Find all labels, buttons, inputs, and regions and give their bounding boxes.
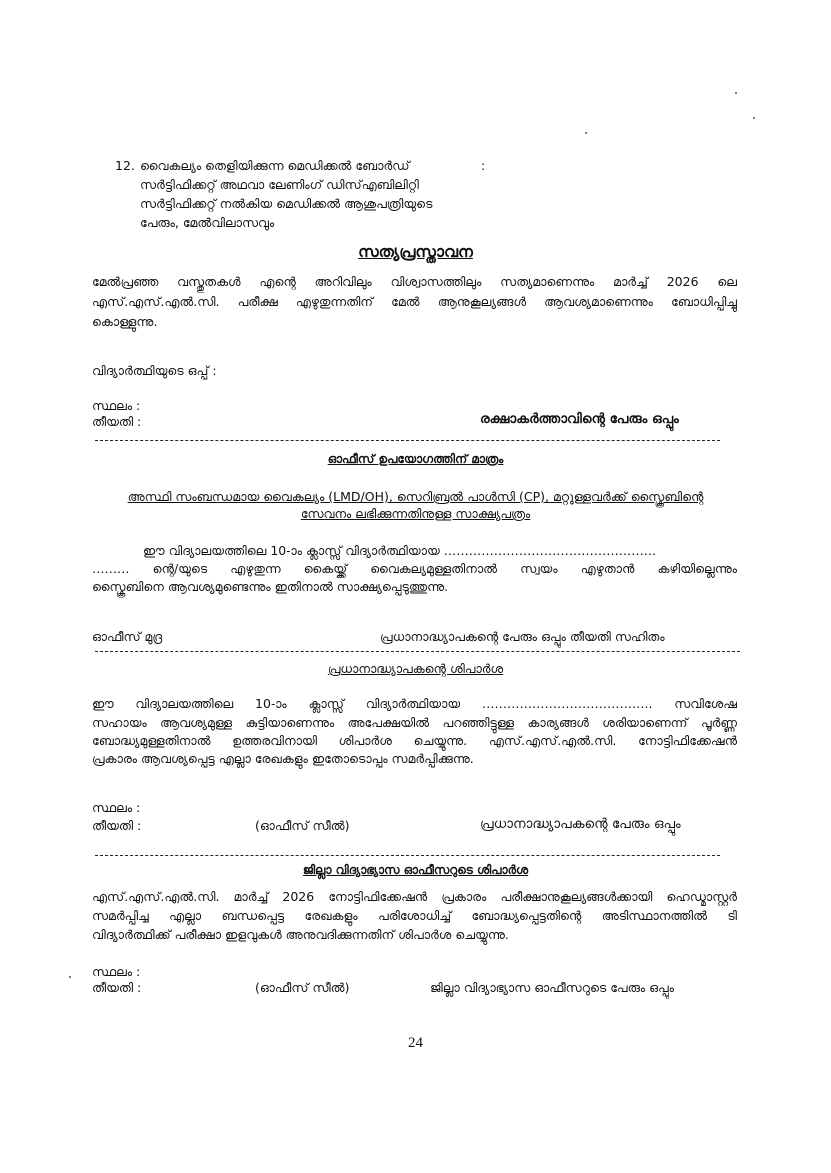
student-signature-label: വിദ്യാർത്ഥിയുടെ ഒപ്പ് :: [92, 363, 217, 378]
item-12-line-2: സർട്ടിഫിക്കറ്റ് അഥവാ ലേണിംഗ് ഡിസ്എബിലിറ്റി: [140, 177, 419, 192]
deo-signature-label: ജില്ലാ വിദ്യാഭ്യാസ ഓഫീസറുടെ പേരും ഒപ്പും: [430, 980, 674, 995]
office-seal-label: ഓഫീസ് മുദ്ര: [92, 629, 163, 644]
hm-signature-label: പ്രധാനാദ്ധ്യാപകന്റെ പേരും ഒപ്പും: [480, 816, 681, 832]
hm-recommendation-title: പ്രധാനാദ്ധ്യാപകന്റെ ശിപാർശ: [327, 661, 504, 676]
item-12-line-1: വൈകല്യം തെളിയിക്കുന്ന മെഡിക്കൽ ബോർഡ്: [140, 158, 410, 173]
office-use-subtitle-1: അസ്ഥി സംബന്ധമായ വൈകല്യം (LMD/OH), സെറിബ്രൽ പാൾസി (CP), മറ്റുള്ളവർക്ക് സ്ക്രൈബിന്റെ: [127, 489, 704, 504]
hm-recommendation-line-4: പ്രകാരം ആവശ്യപ്പെട്ട എല്ലാ രേഖകളും ഇതോടൊപ്പം സമർപ്പിക്കുന്നു.: [92, 751, 474, 766]
scan-speck: [753, 117, 755, 119]
scan-speck: [585, 132, 587, 134]
item-12-number: 12.: [115, 158, 135, 173]
declaration-place-label: സ്ഥലം :: [92, 398, 141, 413]
item-12-line-3: സർട്ടിഫിക്കറ്റ് നൽകിയ മെഡിക്കൽ ആശുപത്രിയുടെ: [140, 196, 433, 211]
deo-place-label: സ്ഥലം :: [92, 964, 141, 979]
hm-recommendation-line-3: ബോദ്ധ്യമുള്ളതിനാൽ ഉത്തരവിനായി ശിപാർശ ചെയ്യുന്നു. എസ്.എസ്.എൽ.സി. നോട്ടിഫിക്കേഷൻ: [92, 733, 737, 748]
scan-speck: [69, 976, 71, 978]
office-use-line-3: സ്ക്രൈബിനെ ആവശ്യമുണ്ടെന്നും ഇതിനാൽ സാക്ഷ്യപ്പെടുത്തുന്നു.: [92, 579, 449, 594]
declaration-line-3: കൊള്ളുന്നു.: [92, 314, 158, 329]
deo-recommendation-line-1: എസ്.എസ്.എൽ.സി. മാർച്ച് 2026 നോട്ടിഫിക്കേഷൻ പ്രകാരം പരീക്ഷാനുകൂല്യങ്ങൾക്കായി ഹെഡ്മാസ്റ്റർ: [92, 889, 737, 904]
divider-line: [95, 651, 740, 652]
item-12-colon: :: [481, 158, 486, 173]
declaration-line-2: എസ്.എസ്.എൽ.സി. പരീക്ഷ എഴുതുന്നതിന് മേൽ ആനുകൂല്യങ്ങൾ ആവശ്യമാണെന്നും ബോധിപ്പിച്ചു: [92, 294, 737, 309]
declaration-line-1: മേൽപ്രഞ്ഞ വസ്തുതകൾ എന്റെ അറിവിലും വിശ്വാസത്തിലും സത്യമാണെന്നും മാർച്ച് 2026 ലെ: [92, 274, 737, 289]
scan-speck: [735, 92, 737, 94]
hm-date-label: തീയതി :: [92, 818, 142, 833]
item-12-line-4: പേരും, മേൽവിലാസവും: [140, 215, 275, 230]
office-use-line-2: ……… ന്റെ/യുടെ എഴുതുന്ന കൈയ്ക്ക് വൈകല്യമുള്ളതിനാൽ സ്വയം എഴുതാൻ കഴിയില്ലെന്നും: [92, 561, 737, 576]
deo-recommendation-title: ജില്ലാ വിദ്യാഭ്യാസ ഓഫീസറുടെ ശിപാർശ: [302, 863, 529, 877]
deo-date-label: തീയതി :: [92, 980, 142, 995]
deo-office-seal-label: (ഓഫീസ് സീൽ): [255, 980, 350, 995]
office-use-line-1: ഈ വിദ്യാലയത്തിലെ 10-ാം ക്ലാസ്സ് വിദ്യാർത്ഥിയായ ……………………………………………: [143, 543, 657, 558]
hm-recommendation-line-1: ഈ വിദ്യാലയത്തിലെ 10-ാം ക്ലാസ്സ് വിദ്യാർത്ഥിയായ ………………………………….. സവിശേഷ: [92, 696, 737, 711]
deo-recommendation-line-2: സമർപ്പിച്ച എല്ലാ ബന്ധപ്പെട്ട രേഖകളും പരിശോധിച്ച് ബോദ്ധ്യപ്പെട്ടതിന്റെ അടിസ്ഥാനത്തിൽ ടി: [92, 908, 737, 923]
office-use-subtitle-2: സേവനം ലഭിക്കുന്നതിനുള്ള സാക്ഷ്യപത്രം: [300, 506, 531, 521]
deo-recommendation-line-3: വിദ്യാർത്ഥിക്ക് പരീക്ഷാ ഇളവുകൾ അനുവദിക്കുന്നതിന് ശിപാർശ ചെയ്യുന്നു.: [92, 927, 509, 942]
office-use-title: ഓഫീസ് ഉപയോഗത്തിന് മാത്രം: [327, 452, 504, 466]
declaration-date-label: തീയതി :: [92, 414, 142, 429]
hm-place-label: സ്ഥലം :: [92, 800, 141, 815]
divider-line: [95, 440, 720, 441]
divider-line: [95, 855, 720, 856]
guardian-signature-label: രക്ഷാകർത്താവിന്റെ പേരും ഒപ്പും: [480, 411, 679, 427]
hm-recommendation-line-2: സഹായം ആവശ്യമുള്ള കുട്ടിയാണെന്നും അപേക്ഷയിൽ പറഞ്ഞിട്ടുള്ള കാര്യങ്ങൾ ശരിയാണെന്ന് പൂർണ്ണ: [92, 715, 737, 730]
hm-sign-date-label: പ്രധാനാദ്ധ്യാപകന്റെ പേരും ഒപ്പും തീയതി സഹിതം: [380, 629, 665, 644]
declaration-title: സത്യപ്രസ്താവന: [358, 242, 473, 261]
page-number: 24: [408, 1035, 423, 1051]
hm-office-seal-label: (ഓഫീസ് സീൽ): [255, 818, 350, 833]
